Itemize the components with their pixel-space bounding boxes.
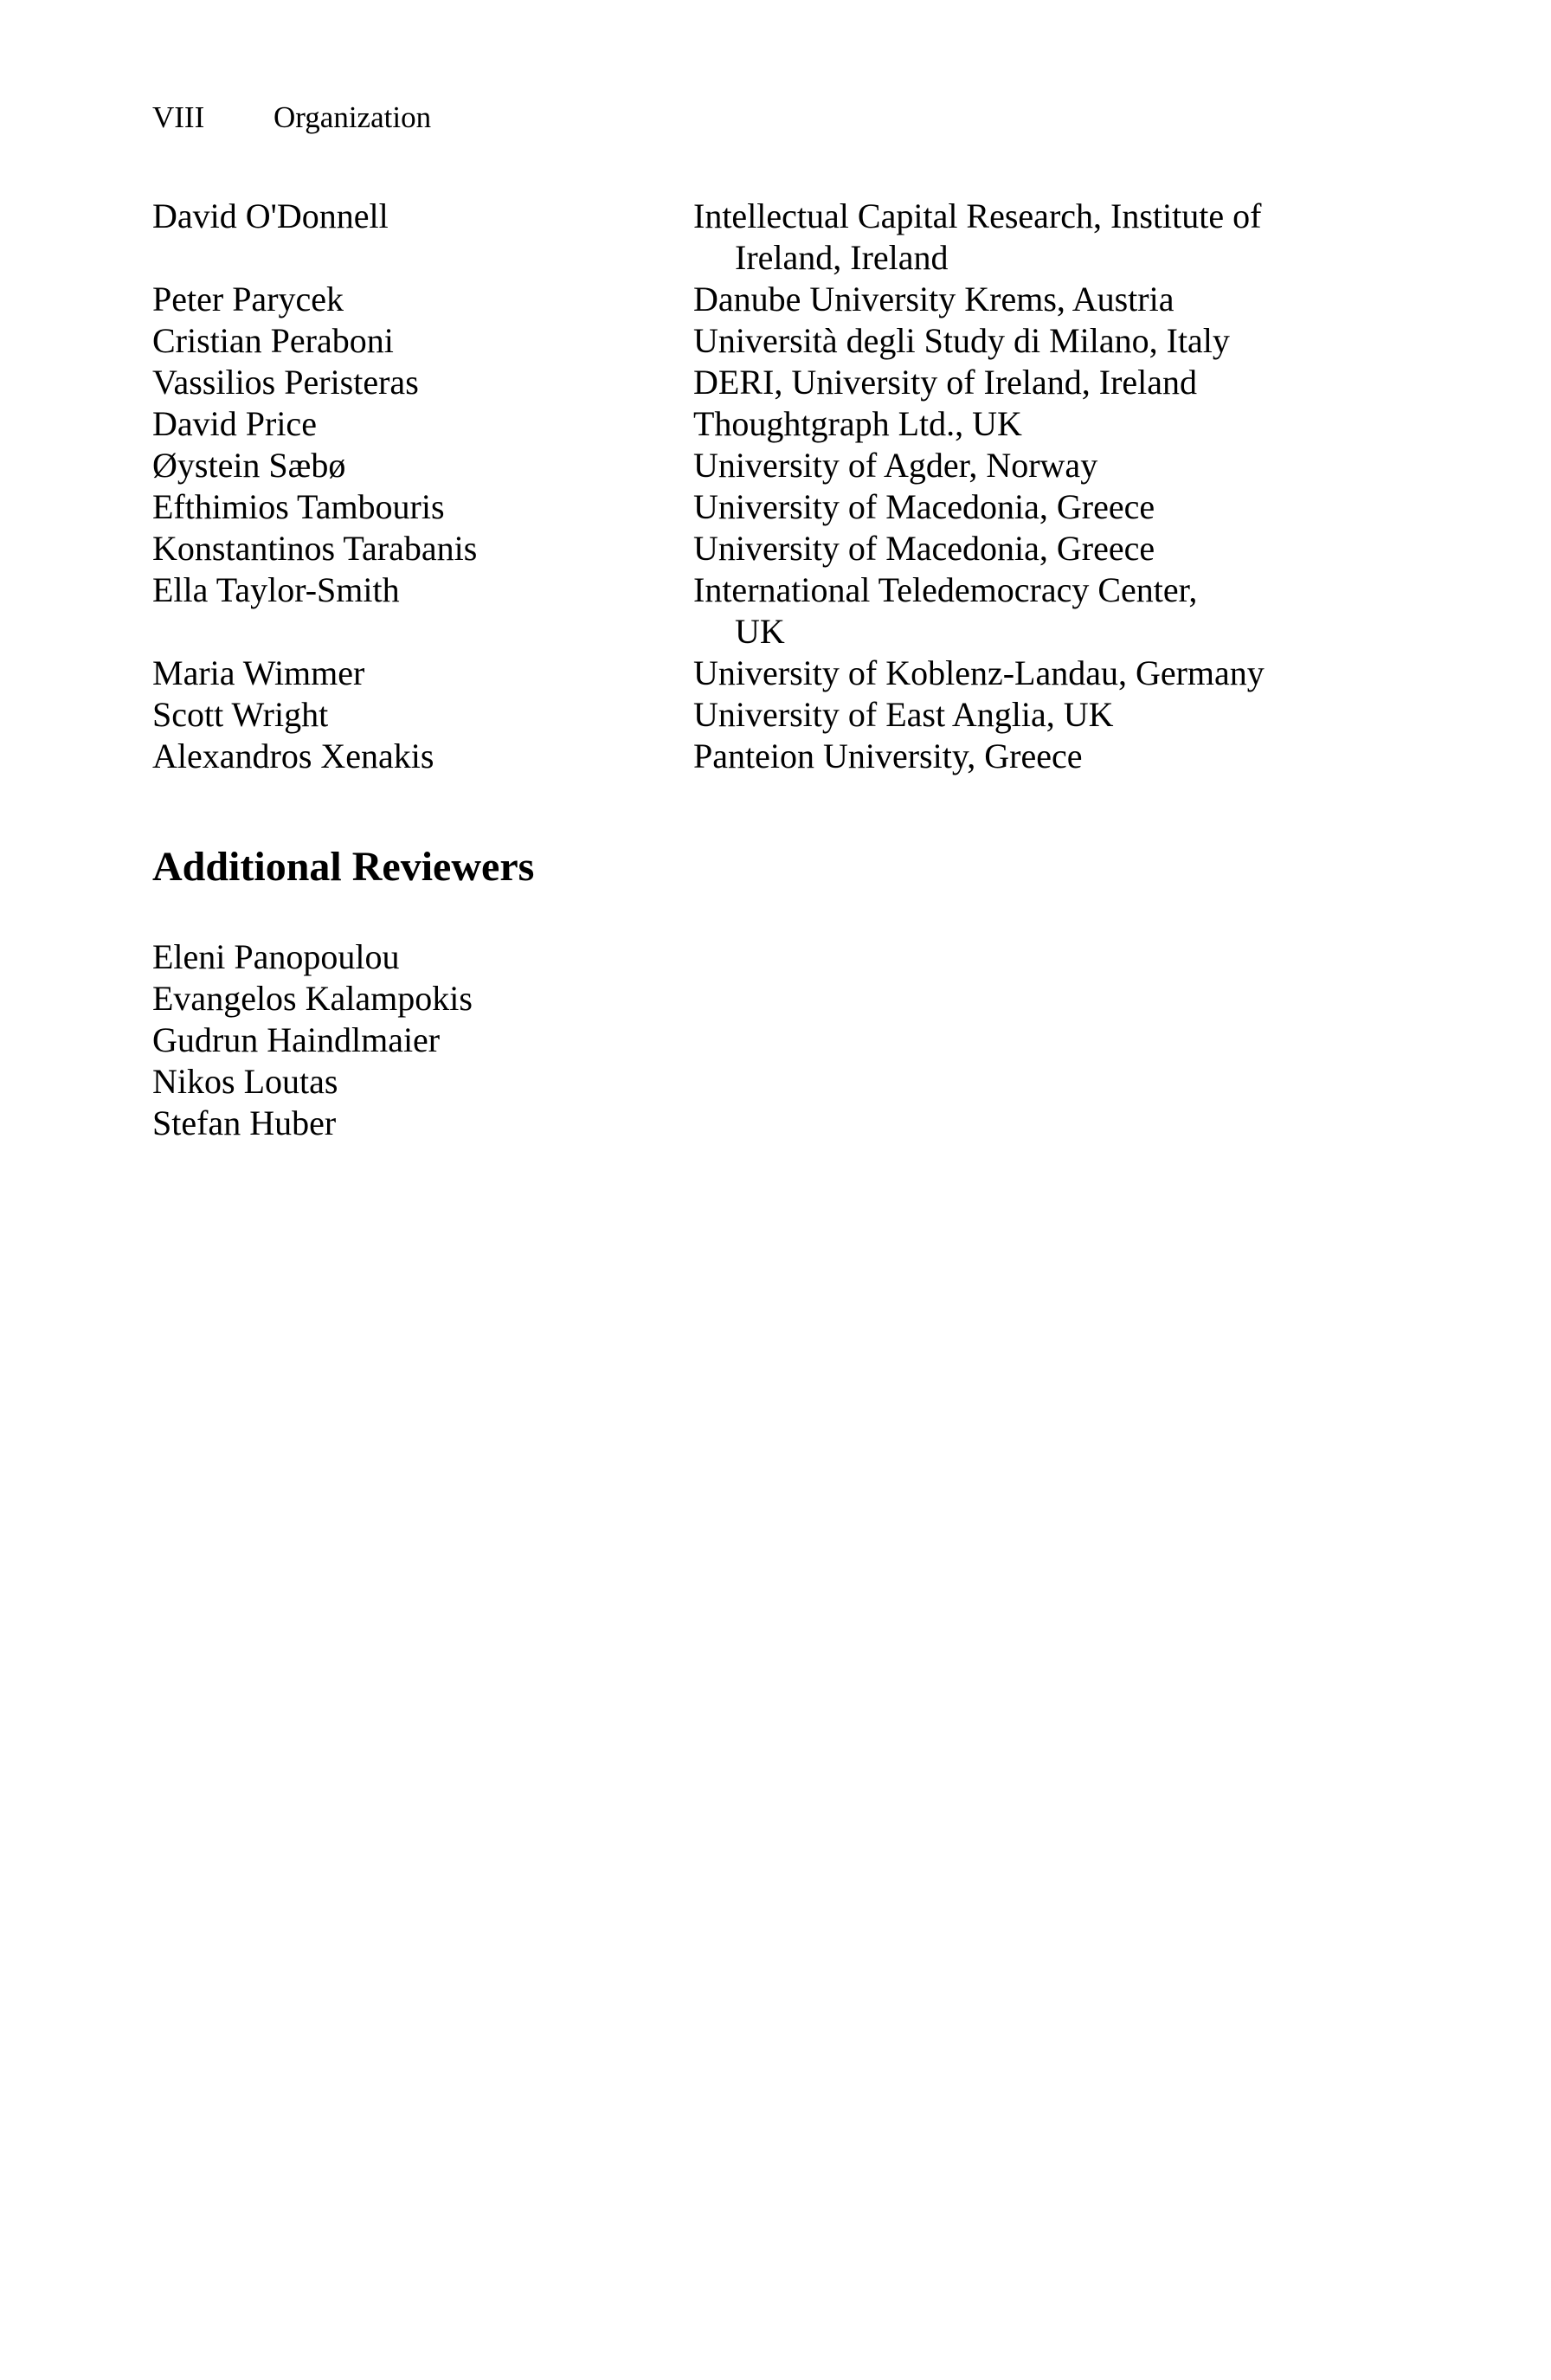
member-affiliation: [693, 445, 1312, 486]
member-affiliation: [693, 196, 1312, 279]
affiliation-line: UK: [735, 612, 785, 651]
affiliation-line: Università degli Study di Milano, Italy: [693, 321, 1230, 360]
affiliation-line: University of Macedonia, Greece: [693, 487, 1155, 526]
member-row: [152, 445, 1312, 486]
member-row: [152, 486, 1312, 528]
member-affiliation: [693, 694, 1312, 736]
member-name: Maria Wimmer: [152, 653, 365, 692]
reviewer-name: Gudrun Haindlmaier: [152, 1020, 441, 1059]
member-row: [152, 736, 1312, 777]
member-name: Scott Wright: [152, 695, 329, 734]
member-name: Ella Taylor-Smith: [152, 570, 400, 609]
reviewer-name: Evangelos Kalampokis: [152, 979, 473, 1018]
member-affiliation: [693, 528, 1312, 569]
member-name: Cristian Peraboni: [152, 321, 394, 360]
member-name: Øystein Sæbø: [152, 446, 346, 485]
member-row: [152, 694, 1312, 736]
section-title-additional-reviewers: Additional Reviewers: [152, 844, 535, 890]
member-affiliation: [693, 279, 1312, 320]
affiliation-line: University of Agder, Norway: [693, 446, 1098, 485]
member-row: [152, 569, 1312, 653]
member-affiliation: [693, 653, 1312, 694]
affiliation-line: International Teledemocracy Center,: [693, 570, 1198, 609]
member-row: [152, 320, 1312, 362]
affiliation-line: University of Koblenz-Landau, Germany: [693, 653, 1265, 692]
affiliation-line: Thoughtgraph Ltd., UK: [693, 404, 1022, 443]
additional-reviewers-list: [152, 936, 473, 1144]
member-affiliation: [693, 403, 1312, 445]
member-affiliation: [693, 486, 1312, 528]
member-row: [152, 653, 1312, 694]
page-number: VIII: [152, 100, 205, 134]
affiliation-line: University of Macedonia, Greece: [693, 529, 1155, 568]
member-row: [152, 403, 1312, 445]
member-affiliation: [693, 362, 1312, 403]
affiliation-line: Panteion University, Greece: [693, 737, 1083, 775]
member-row: [152, 279, 1312, 320]
member-row: [152, 362, 1312, 403]
affiliation-line: Ireland, Ireland: [735, 238, 949, 277]
running-title: Organization: [274, 100, 432, 134]
member-row: [152, 528, 1312, 569]
member-affiliation: [693, 569, 1312, 653]
member-name: Peter Parycek: [152, 280, 344, 318]
affiliation-line: Intellectual Capital Research, Institute of: [693, 196, 1262, 235]
affiliation-line: DERI, University of Ireland, Ireland: [693, 363, 1198, 402]
member-name: Alexandros Xenakis: [152, 737, 434, 775]
member-name: Konstantinos Tarabanis: [152, 529, 478, 568]
committee-member-list: [152, 196, 1312, 777]
member-name: Vassilios Peristeras: [152, 363, 419, 402]
member-affiliation: [693, 736, 1312, 777]
affiliation-line: University of East Anglia, UK: [693, 695, 1114, 734]
member-row: [152, 196, 1312, 279]
reviewer-name: Stefan Huber: [152, 1103, 337, 1142]
member-name: David Price: [152, 404, 317, 443]
running-head: [152, 97, 431, 138]
reviewer-name: Nikos Loutas: [152, 1062, 338, 1101]
affiliation-line: Danube University Krems, Austria: [693, 280, 1175, 318]
reviewer-name: Eleni Panopoulou: [152, 937, 400, 976]
member-name: Efthimios Tambouris: [152, 487, 445, 526]
member-affiliation: [693, 320, 1312, 362]
member-name: David O'Donnell: [152, 196, 389, 235]
